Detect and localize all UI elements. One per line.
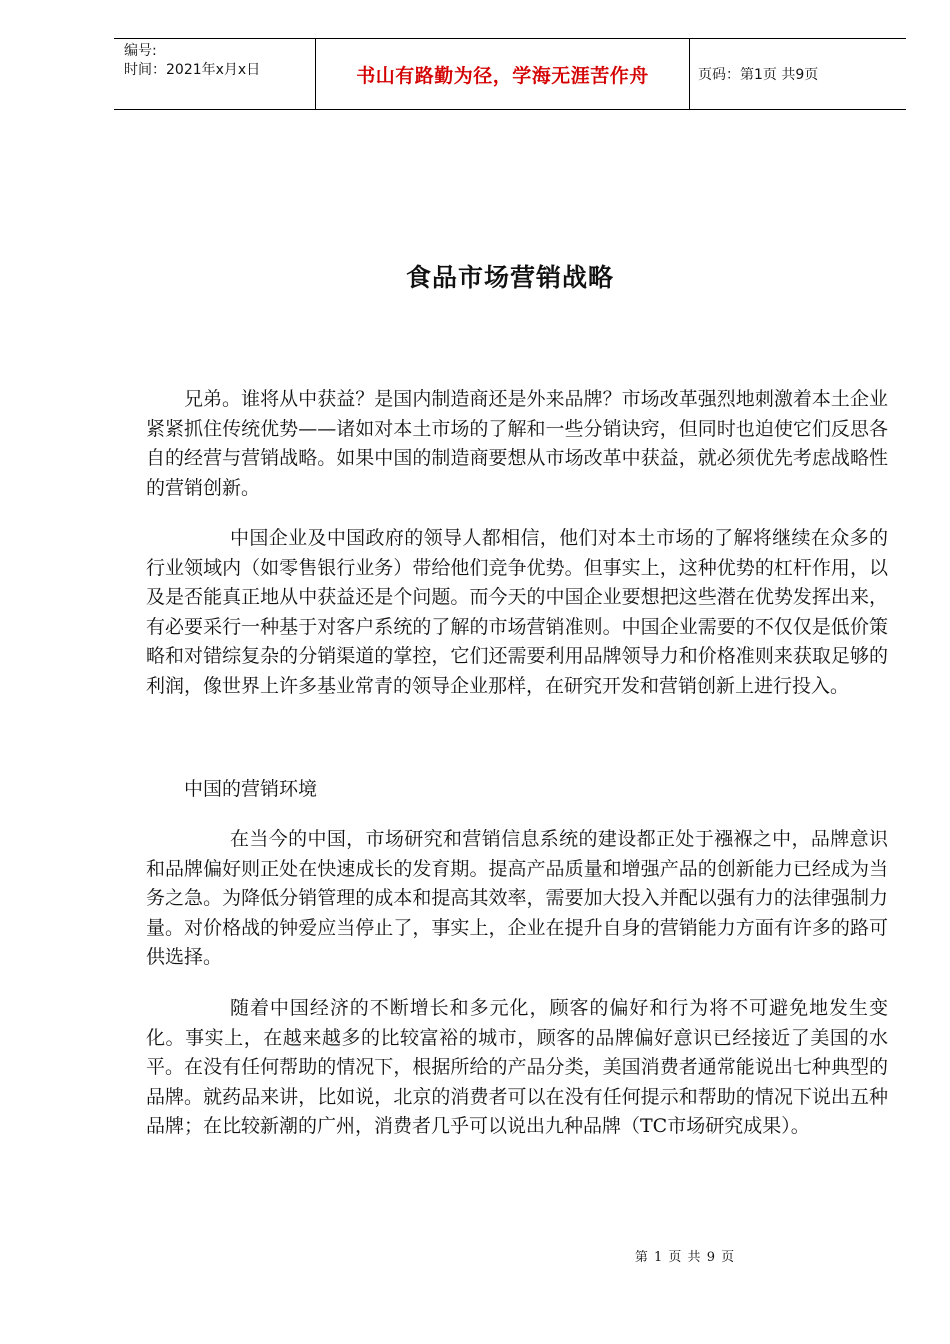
paragraph-leaders-belief: 中国企业及中国政府的领导人都相信，他们对本土市场的了解将继续在众多的行业领域内（如零售银行业务）带给他们竞争优势。但事实上，这种优势的杠杆作用，以及是否能真正地从中获益还是个问题。而今天的中国企业要想把这些潜在优势发挥出来，有必要采行一种基于对客户系统的了解的市场营销准则。中国企业需要的不仅仅是低价策略和对错综复杂的分销渠道的掌控，它们还需要利用品牌领导力和价格准则来获取足够的利润，像世界上许多基业常青的领导企业那样，在研究开发和营销创新上进行投入。	[146, 527, 888, 697]
page-header	[114, 38, 906, 110]
page-footer-number: 第 1 页 共 9 页	[634, 1250, 736, 1265]
header-motto-cell	[316, 39, 690, 109]
document-time-label: 时间：2021年x月x日	[124, 62, 261, 78]
paragraph-consumer-preferences: 随着中国经济的不断增长和多元化，顾客的偏好和行为将不可避免地发生变化。事实上，在越来越多的比较富裕的城市，顾客的品牌偏好意识已经接近了美国的水平。在没有任何帮助的情况下，根据所给的产品分类，美国消费者通常能说出七种典型的品牌。就药品来讲，比如说，北京的消费者可以在没有任何提示和帮助的情况下说出五种品牌；在比较新潮的广州，消费者几乎可以说出九种品牌（TC市场研究成果）。	[146, 997, 888, 1137]
paragraph-current-china: 在当今的中国，市场研究和营销信息系统的建设都正处于襁褓之中，品牌意识和品牌偏好则正处在快速成长的发育期。提高产品质量和增强产品的创新能力已经成为当务之急。为降低分销管理的成本和提高其效率，需要加大投入并配以强有力的法律强制力量。对价格战的钟爱应当停止了，事实上，企业在提升自身的营销能力方面有许多的路可供选择。	[146, 828, 888, 968]
section-heading-marketing-environment: 中国的营销环境	[184, 778, 318, 800]
header-motto: 书山有路勤为径，学海无涯苦作舟	[356, 64, 649, 87]
header-page-info: 页码：第1页 共9页	[698, 67, 819, 83]
header-meta-cell	[114, 39, 316, 109]
header-page-cell	[690, 39, 906, 109]
document-title: 食品市场营销战略	[405, 263, 614, 292]
paragraph-intro: 兄弟。谁将从中获益？是国内制造商还是外来品牌？市场改革强烈地刺激着本土企业紧紧抓住传统优势——诸如对本土市场的了解和一些分销诀窍，但同时也迫使它们反思各自的经营与营销战略。如果中国的制造商要想从市场改革中获益，就必须优先考虑战略性的营销创新。	[146, 388, 888, 499]
document-number-label: 编号:	[124, 43, 157, 59]
